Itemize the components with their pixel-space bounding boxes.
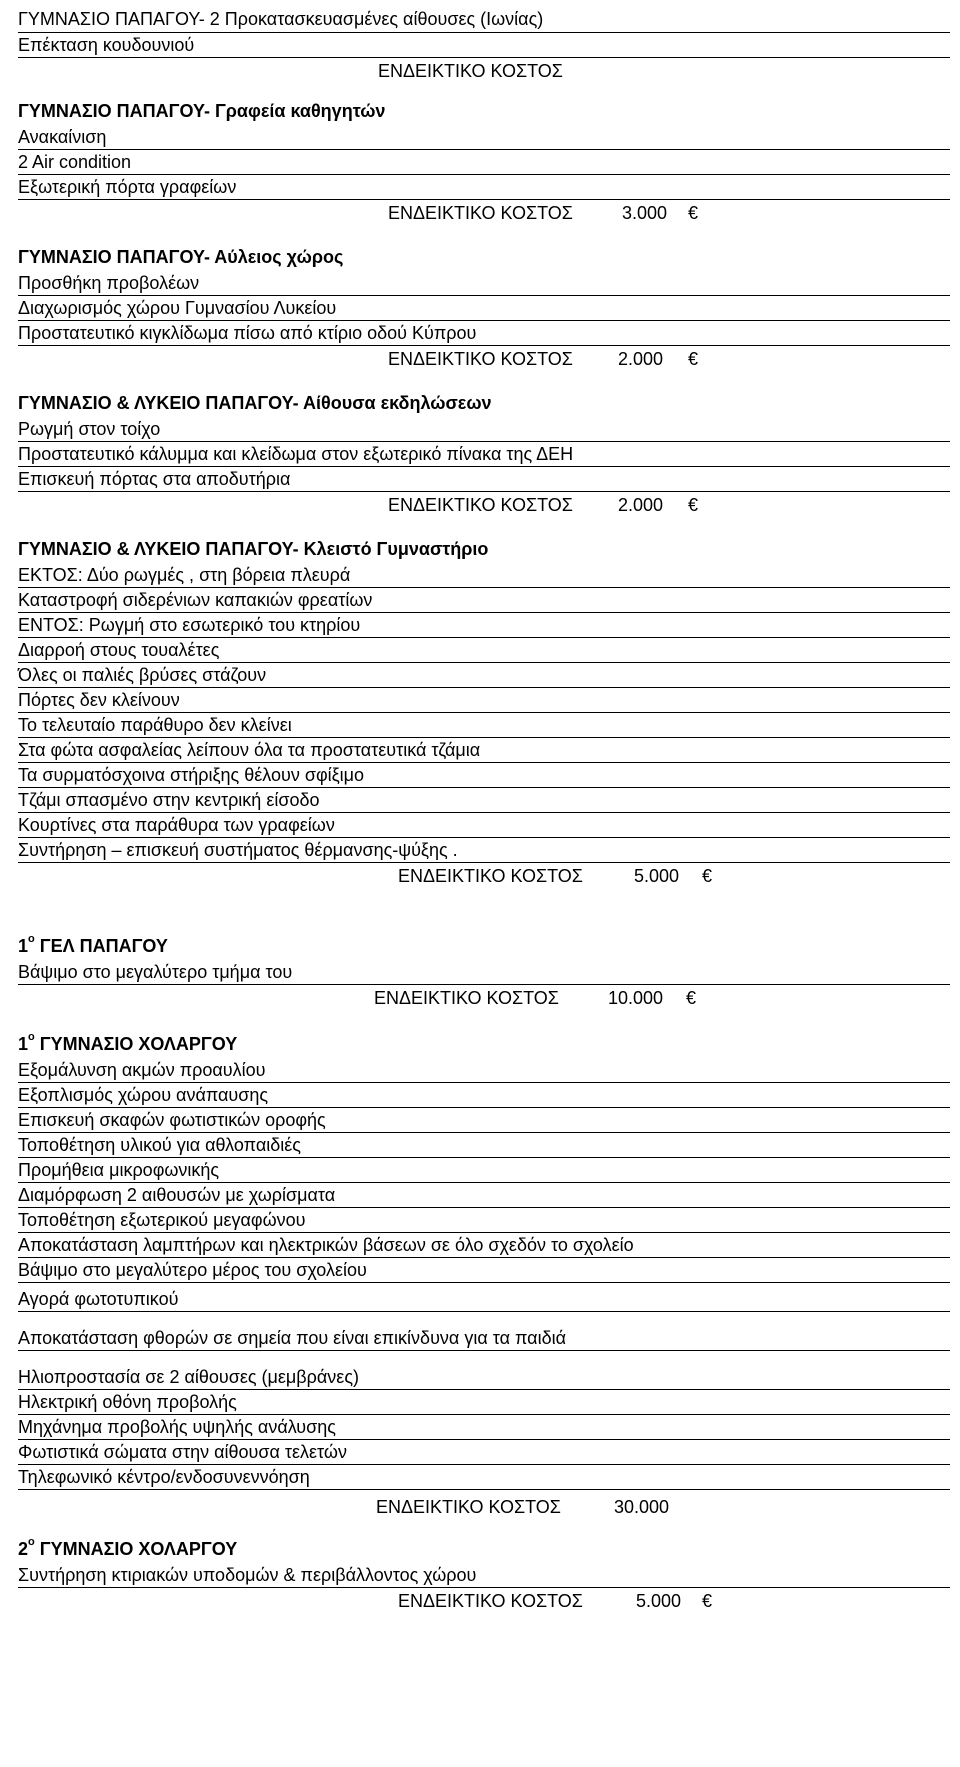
section-title: ΓΥΜΝΑΣΙΟ & ΛΥΚΕΙΟ ΠΑΠΑΓΟΥ- Αίθουσα εκδηλώσεων [18,393,492,413]
list-item: Ηλιοπροστασία σε 2 αίθουσες (μεμβράνες) [18,1365,950,1390]
cost-value: 30.000 [614,1497,670,1517]
list-item: Επισκευή σκαφών φωτιστικών οροφής [18,1108,950,1133]
cost-line [18,1494,950,1520]
ordinal-number: 2 [18,1539,29,1559]
euro-symbol: € [688,203,699,223]
cost-value: 10.000 [608,988,664,1008]
list-item: Καταστροφή σιδερένιων καπακιών φρεατίων [18,588,950,613]
cost-value: 5.000 [636,1591,682,1611]
cost-value: 3.000 [622,203,668,223]
cost-line [18,346,950,372]
cost-value: 2.000 [618,349,664,369]
cost-label: ΕΝΔΕΙΚΤΙΚΟ ΚΟΣΤΟΣ [398,866,583,886]
list-item: Βάψιμο στο μεγαλύτερο μέρος του σχολείου [18,1258,950,1283]
section-gymnasio-papagou-yard [18,244,950,372]
list-item: Επέκταση κουδουνιού [18,33,950,58]
section-gymnasio-papagou-offices [18,98,950,226]
list-item: Προσθήκη προβολέων [18,271,950,296]
list-item: ΕΚΤΟΣ: Δύο ρωγμές , στη βόρεια πλευρά [18,563,950,588]
ordinal-suffix: ο [28,1536,35,1548]
cost-line [18,985,950,1011]
list-item: Τζάμι σπασμένο στην κεντρική είσοδο [18,788,950,813]
euro-symbol: € [686,988,697,1008]
list-item: Βάψιμο στο μεγαλύτερο τμήμα του [18,960,950,985]
cost-label: ΕΝΔΕΙΚΤΙΚΟ ΚΟΣΤΟΣ [388,495,573,515]
cost-line [18,1588,950,1614]
cost-line [18,58,950,84]
section-title-text: ΓΥΜΝΑΣΙΟ ΧΟΛΑΡΓΟΥ [39,1539,238,1559]
list-item: Εξομάλυνση ακμών προαυλίου [18,1058,950,1083]
list-item: Αποκατάσταση λαμπτήρων και ηλεκτρικών βάσεων σε όλο σχεδόν το σχολείο [18,1233,950,1258]
list-item: Ανακαίνιση [18,125,950,150]
section-title [18,1031,950,1058]
list-item: Μηχάνημα προβολής υψηλής ανάλυσης [18,1415,950,1440]
list-item: Πόρτες δεν κλείνουν [18,688,950,713]
list-item: Στα φώτα ασφαλείας λείπουν όλα τα προστατευτικά τζάμια [18,738,950,763]
ordinal-suffix: ο [28,1031,35,1043]
list-item: Εξοπλισμός χώρου ανάπαυσης [18,1083,950,1108]
section-events-hall [18,390,950,518]
list-item: ΕΝΤΟΣ: Ρωγμή στο εσωτερικό του κτηρίου [18,613,950,638]
section-title [18,933,950,960]
list-item: Προμήθεια μικροφωνικής [18,1158,950,1183]
cost-label: ΕΝΔΕΙΚΤΙΚΟ ΚΟΣΤΟΣ [378,61,563,81]
list-item: Συντήρηση – επισκευή συστήματος θέρμανσης-ψύξης . [18,838,950,863]
section-title: ΓΥΜΝΑΣΙΟ ΠΑΠΑΓΟΥ- Αύλειος χώρος [18,247,344,267]
cost-label: ΕΝΔΕΙΚΤΙΚΟ ΚΟΣΤΟΣ [374,988,559,1008]
cost-label: ΕΝΔΕΙΚΤΙΚΟ ΚΟΣΤΟΣ [388,203,573,223]
cost-line [18,492,950,518]
ordinal-number: 1 [18,936,29,956]
ordinal-suffix: ο [28,933,35,945]
list-item: Κουρτίνες στα παράθυρα των γραφείων [18,813,950,838]
list-item: Τα συρματόσχοινα στήριξης θέλουν σφίξιμο [18,763,950,788]
cost-value: 5.000 [634,866,680,886]
cost-line [18,200,950,226]
cost-value: 2.000 [618,495,664,515]
euro-symbol: € [688,495,699,515]
euro-symbol: € [688,349,699,369]
list-item: 2 Air condition [18,150,950,175]
list-item: Προστατευτικό κιγκλίδωμα πίσω από κτίριο οδού Κύπρου [18,321,950,346]
list-item: Προστατευτικό κάλυμμα και κλείδωμα στον εξωτερικό πίνακα της ΔΕΗ [18,442,950,467]
list-item: Ηλεκτρική οθόνη προβολής [18,1390,950,1415]
list-item: Συντήρηση κτιριακών υποδομών & περιβάλλοντος χώρου [18,1563,950,1588]
cost-line [18,863,950,889]
list-item: Αγορά φωτοτυπικού [18,1287,950,1312]
section-gymnasio-papagou-prefab [18,6,950,84]
section-title: ΓΥΜΝΑΣΙΟ ΠΑΠΑΓΟΥ- 2 Προκατασκευασμένες αίθουσες (Ιωνίας) [18,6,950,33]
section-2nd-gymnasio-cholargou [18,1536,950,1614]
list-item: Αποκατάσταση φθορών σε σημεία που είναι επικίνδυνα για τα παιδιά [18,1326,950,1351]
cost-label: ΕΝΔΕΙΚΤΙΚΟ ΚΟΣΤΟΣ [398,1591,583,1611]
list-item: Επισκευή πόρτας στα αποδυτήρια [18,467,950,492]
section-title: ΓΥΜΝΑΣΙΟ & ΛΥΚΕΙΟ ΠΑΠΑΓΟΥ- Κλειστό Γυμναστήριο [18,539,489,559]
list-item: Διαμόρφωση 2 αιθουσών με χωρίσματα [18,1183,950,1208]
cost-label: ΕΝΔΕΙΚΤΙΚΟ ΚΟΣΤΟΣ [376,1497,561,1517]
list-item: Διαρροή στους τουαλέτες [18,638,950,663]
section-gym [18,536,950,889]
section-title-text: ΓΥΜΝΑΣΙΟ ΧΟΛΑΡΓΟΥ [39,1034,238,1054]
list-item: Τηλεφωνικό κέντρο/ενδοσυνεννόηση [18,1465,950,1490]
section-title-text: ΓΕΛ ΠΑΠΑΓΟΥ [39,936,168,956]
section-1st-gymnasio-cholargou [18,1031,950,1520]
list-item: Το τελευταίο παράθυρο δεν κλείνει [18,713,950,738]
section-title: ΓΥΜΝΑΣΙΟ ΠΑΠΑΓΟΥ- Γραφεία καθηγητών [18,101,386,121]
list-item: Εξωτερική πόρτα γραφείων [18,175,950,200]
euro-symbol: € [702,866,713,886]
list-item: Όλες οι παλιές βρύσες στάζουν [18,663,950,688]
euro-symbol: € [702,1591,713,1611]
ordinal-number: 1 [18,1034,29,1054]
list-item: Διαχωρισμός χώρου Γυμνασίου Λυκείου [18,296,950,321]
section-title [18,1536,950,1563]
list-item: Τοποθέτηση εξωτερικού μεγαφώνου [18,1208,950,1233]
section-1st-gel-papagou [18,933,950,1011]
list-item: Τοποθέτηση υλικού για αθλοπαιδιές [18,1133,950,1158]
list-item: Φωτιστικά σώματα στην αίθουσα τελετών [18,1440,950,1465]
list-item: Ρωγμή στον τοίχο [18,417,950,442]
cost-label: ΕΝΔΕΙΚΤΙΚΟ ΚΟΣΤΟΣ [388,349,573,369]
